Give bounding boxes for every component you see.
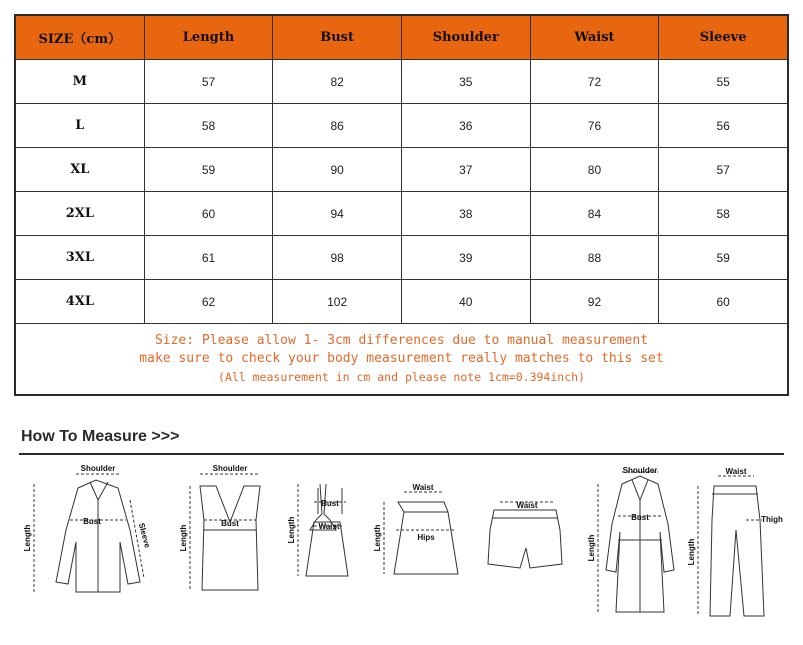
- bust-cell: 102: [273, 280, 402, 324]
- bust-cell: 94: [273, 192, 402, 236]
- length-cell: 57: [144, 60, 273, 104]
- skirt-waist-label: Waist: [412, 483, 434, 492]
- trousers-length-label: Length: [687, 538, 696, 566]
- size-cell: L: [15, 104, 144, 148]
- shirt-bust-label: Bust: [83, 517, 101, 526]
- sleeve-cell: 55: [659, 60, 788, 104]
- waist-cell: 92: [530, 280, 659, 324]
- shoulder-cell: 40: [401, 280, 530, 324]
- table-row: [15, 280, 788, 324]
- shoulder-cell: 36: [401, 104, 530, 148]
- skirt-length-label: Length: [373, 524, 382, 552]
- measurement-diagrams: [18, 460, 788, 642]
- shirt-diagram: [34, 474, 144, 592]
- sleeve-cell: 59: [659, 236, 788, 280]
- size-cell: 2XL: [15, 192, 144, 236]
- header-length: Length: [144, 15, 273, 60]
- bust-cell: 90: [273, 148, 402, 192]
- note-line-2: make sure to check your body measurement really matches to this set: [139, 351, 664, 366]
- coat-shoulder-label: Shoulder: [622, 466, 658, 475]
- table-row: [15, 236, 788, 280]
- table-row: [15, 148, 788, 192]
- size-cell: 4XL: [15, 280, 144, 324]
- bust-cell: 86: [273, 104, 402, 148]
- header-size: SIZE（cm）: [15, 15, 144, 60]
- tank-shoulder-label: Shoulder: [212, 464, 248, 473]
- tank-bust-label: Bust: [221, 519, 239, 528]
- shorts-waist-label: Waist: [516, 501, 538, 510]
- size-cell: 3XL: [15, 236, 144, 280]
- coat-diagram: [598, 472, 674, 612]
- size-cell: XL: [15, 148, 144, 192]
- length-cell: 61: [144, 236, 273, 280]
- shoulder-cell: 37: [401, 148, 530, 192]
- header-sleeve: Sleeve: [659, 15, 788, 60]
- shirt-sleeve-label: Sleeve: [136, 521, 153, 549]
- trousers-waist-label: Waist: [725, 467, 747, 476]
- length-cell: 62: [144, 280, 273, 324]
- dress-length-label: Length: [287, 516, 296, 544]
- title-divider: [19, 453, 784, 455]
- skirt-hips-label: Hips: [417, 533, 435, 542]
- note-row: [15, 324, 788, 396]
- shoulder-cell: 35: [401, 60, 530, 104]
- sleeve-cell: 58: [659, 192, 788, 236]
- tank-top-diagram: [190, 474, 260, 590]
- shoulder-cell: 38: [401, 192, 530, 236]
- header-bust: Bust: [273, 15, 402, 60]
- sleeve-cell: 57: [659, 148, 788, 192]
- bust-cell: 82: [273, 60, 402, 104]
- sleeve-cell: 56: [659, 104, 788, 148]
- coat-length-label: Length: [587, 534, 596, 562]
- trousers-diagram: [698, 476, 764, 616]
- waist-cell: 88: [530, 236, 659, 280]
- dress-waist-label: Waist: [318, 522, 340, 531]
- size-note: [15, 324, 788, 396]
- waist-cell: 84: [530, 192, 659, 236]
- note-line-3: (All measurement in cm and please note 1cm=0.394inch): [218, 370, 585, 384]
- length-cell: 60: [144, 192, 273, 236]
- shoulder-cell: 39: [401, 236, 530, 280]
- how-to-measure-title: How To Measure >>>: [21, 428, 180, 445]
- shorts-diagram: [488, 502, 562, 568]
- waist-cell: 72: [530, 60, 659, 104]
- tank-length-label: Length: [179, 524, 188, 552]
- waist-cell: 76: [530, 104, 659, 148]
- coat-bust-label: Bust: [631, 513, 649, 522]
- dress-bust-label: Bust: [321, 499, 339, 508]
- bust-cell: 98: [273, 236, 402, 280]
- trousers-thigh-label: Thigh: [761, 515, 783, 524]
- table-row: [15, 60, 788, 104]
- sleeve-cell: 60: [659, 280, 788, 324]
- size-cell: M: [15, 60, 144, 104]
- table-row: [15, 104, 788, 148]
- header-row: [15, 15, 788, 60]
- shirt-length-label: Length: [23, 524, 32, 552]
- waist-cell: 80: [530, 148, 659, 192]
- size-chart-table: [14, 14, 789, 396]
- header-waist: Waist: [530, 15, 659, 60]
- header-shoulder: Shoulder: [401, 15, 530, 60]
- note-line-1: Size: Please allow 1- 3cm differences due to manual measurement: [154, 333, 649, 348]
- length-cell: 58: [144, 104, 273, 148]
- shirt-shoulder-label: Shoulder: [80, 464, 116, 473]
- table-row: [15, 192, 788, 236]
- length-cell: 59: [144, 148, 273, 192]
